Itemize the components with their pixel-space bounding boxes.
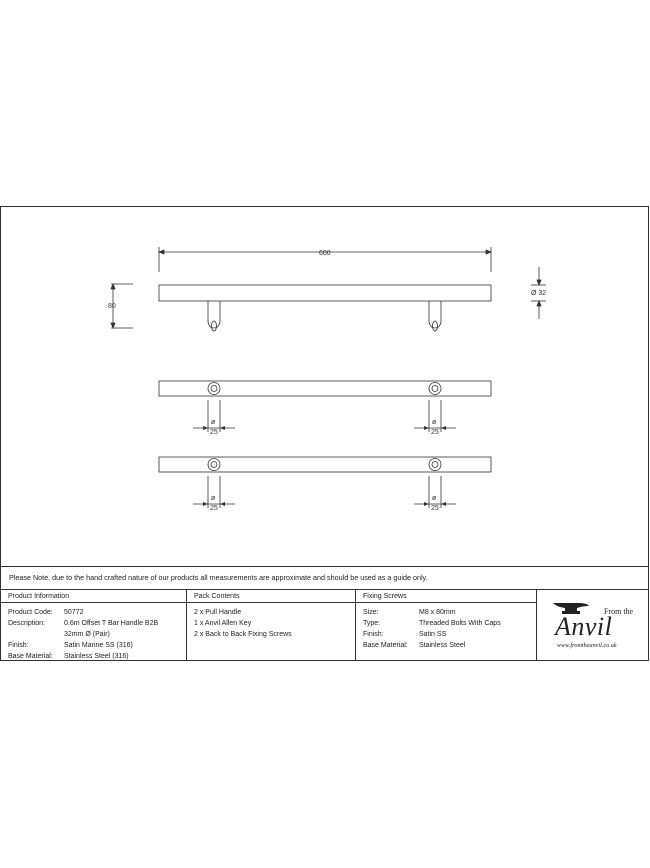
pack-contents-heading: Pack Contents [187,590,355,603]
pack-contents-column [187,590,356,660]
spec-value: 32mm Ø (Pair) [64,631,110,638]
product-information-column [1,590,187,660]
spec-value: Threaded Bolts With Caps [419,620,501,627]
spec-row [363,629,536,640]
spec-row [8,640,186,651]
spec-value: Stainless Steel [419,642,466,649]
spec-row [8,607,186,618]
logo-url: www.fromtheanvil.co.uk [557,642,617,649]
drawing-sheet [0,206,649,661]
spec-label: Base Material: [363,642,408,649]
dim-base-dia-label: 25 [210,429,218,436]
spec-row [8,651,186,662]
logo-wordmark: Anvil [555,612,613,641]
spec-label: Description: [8,620,45,627]
dia-symbol: ø [432,495,437,502]
spec-value: 50772 [64,609,84,616]
dia-symbol: ø [211,495,216,502]
dim-length-label: 600 [319,250,331,257]
spec-row [363,618,536,629]
logo-from-the: From the [604,607,634,616]
product-information-heading: Product Information [1,590,186,603]
measurement-note: Please Note, due to the hand crafted nature of our products all measurements are approximate and should be used as a guide only. [1,566,648,590]
pack-item: 1 x Anvil Allen Key [194,620,252,627]
fixing-screws-column [356,590,537,660]
spec-value: 0.6m Offset T Bar Handle B2B [64,620,159,627]
spec-value: M8 x 80mm [419,609,456,616]
spec-row [363,640,536,651]
spec-label: Finish: [8,642,29,649]
pack-item: 2 x Pull Handle [194,609,242,616]
spec-label: Product Code: [8,609,53,616]
pack-item: 2 x Back to Back Fixing Screws [194,631,292,638]
spec-value: Satin Marine SS (316) [64,642,133,649]
spec-label: Base Material: [8,653,53,660]
dia-symbol: ø [432,419,437,426]
brand-logo [537,590,648,660]
spec-row [363,607,536,618]
spec-label [8,629,64,640]
spec-label: Finish: [363,631,384,638]
dim-base-dia-label: 25 [210,505,218,512]
dim-base-dia-label: 25 [431,429,439,436]
spec-value: Stainless Steel (316) [64,653,129,660]
dim-height-label: 80 [108,303,116,310]
dim-bar-dia-label: Ø 32 [531,290,547,297]
spec-label: Type: [363,620,381,627]
fixing-screws-heading: Fixing Screws [356,590,536,603]
technical-drawing [1,207,648,565]
dia-symbol: ø [211,419,216,426]
spec-label: Size: [363,609,379,616]
dim-base-dia-label: 25 [431,505,439,512]
spec-table [1,590,648,660]
spec-row [8,618,186,629]
spec-value: Satin SS [419,631,447,638]
spec-row [8,629,186,640]
